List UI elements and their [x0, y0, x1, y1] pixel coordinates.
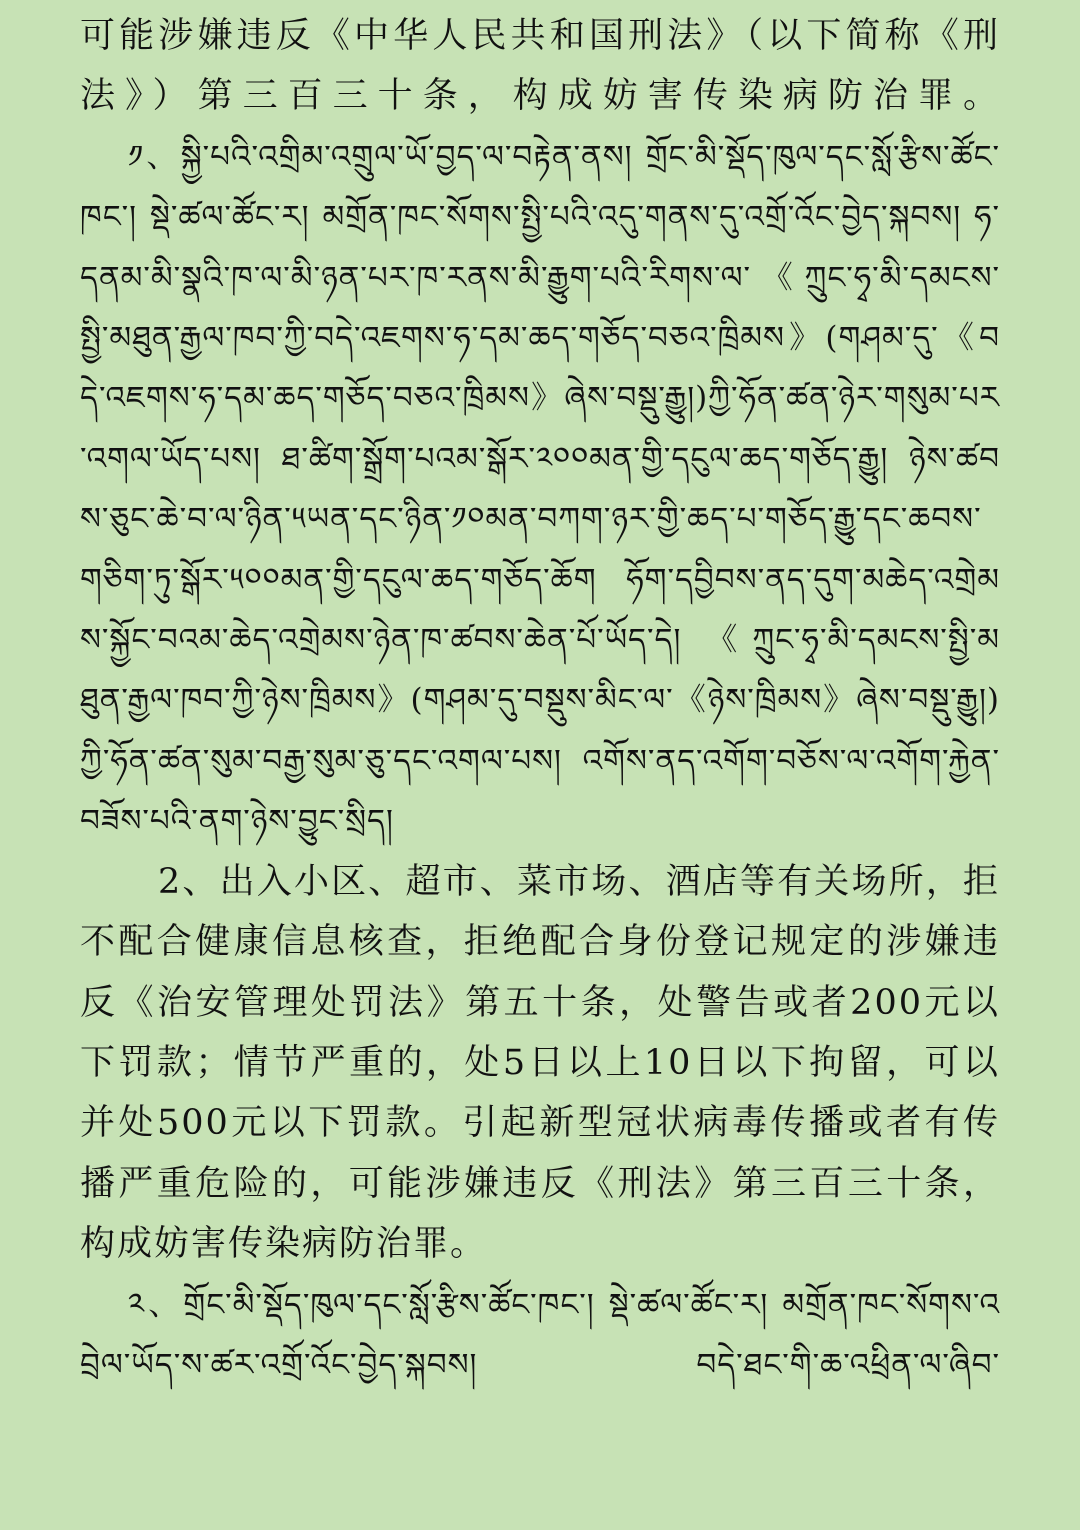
- chinese-paragraph-item-2: 2、出入小区、超市、菜市场、酒店等有关场所，拒不配合健康信息核查，拒绝配合身份登记规定的涉嫌违反《治安管理处罚法》第五十条，处警告或者200元以下罚款；情节严重的，处5日以上10日以下拘留，可以并处500元以下罚款。引起新型冠状病毒传播或者有传播严重危险的，可能涉嫌违反《刑法》第三百三十条，构成妨害传染病防治罪。: [80, 861, 1000, 1265]
- tibetan-paragraph-item-2: ༢、གྲོང་མི་སྡོད་ཁུལ་དང་སློ་རྩིས་ཚོང་ཁང་། སྡེ་ཚལ་ཚོང་ར། མགྲོན་ཁང་སོགས་འབྲེལ་ཡོད་ས་ཚར་འགྲོ་འོང་བྱེད་སྐབས། བདེ་ཐང་གི་ཆ་འཕྲིན་ལ་ཞིབ་: [80, 1286, 1000, 1383]
- tibetan-paragraph-item-1: ༡、སྐྱི་པའི་འགྲིམ་འགྲུལ་ཡོ་བྱད་ལ་བརྟེན་ནས། གྲོང་མི་སྡོད་ཁུལ་དང་སློ་རྩིས་ཚོང་ཁང་། སྡེ་ཚལ་ཚོང་ར། མགྲོན་ཁང་སོགས་སྤྱི་པའི་འདུ་གནས་དུ་འགྲོ་འོང་བྱེད་སྐབས། ཧ་དནམ་མི་སྣའི་ཁ་ལ་མི་ཉན་པར་ཁ་རནས་མི་རྒྱུག་པའི་རིགས་ལ་《ཀྲུང་ཧྭ་མི་དམངས་སྤྱི་མཐུན་རྒྱལ་ཁབ་ཀྱི་བདེ་འཇགས་ཧ་དམ་ཆད་གཅོད་བཅའ་ཁྲིམས》(གཤམ་དུ་《བདེ་འཇགས་ཧ་དམ་ཆད་གཅོད་བཅའ་ཁྲིམས》ཞེས་བསྡུ་རྒྱུ།)ཀྱི་ཧོན་ཚན་ཉེར་གསུམ་པར་འགལ་ཡོད་པས། ཐ་ཚིག་སྒྲོག་པའམ་སྒོར་༢༠༠མན་གྱི་དངུལ་ཆད་གཅོད་རྒྱུ། ཉེས་ཚབས་ཅུང་ཆེ་བ་ལ་ཉིན་༥ཡན་དང་ཉིན་༡༠མན་བཀག་ཉར་གྱི་ཆད་པ་གཅོད་རྒྱུ་དང་ཆབས་གཅིག་ཏུ་སྒོར་༥༠༠མན་གྱི་དངུལ་ཆད་གཅོད་ཆོག ཧོག་དབྱིབས་ནད་དུག་མཆེད་འགྲེམས་སྐྱོང་བའམ་ཆེད་འགྲེམས་ཉེན་ཁ་ཚབས་ཆེན་པོ་ཡོད་དེ། 《ཀྲུང་ཧྭ་མི་དམངས་སྤྱི་མཐུན་རྒྱལ་ཁབ་ཀྱི་ཉེས་ཁྲིམས》(གཤམ་དུ་བསྡུས་མིང་ལ་《ཉེས་ཁྲིམས》ཞེས་བསྡུ་རྒྱུ།)ཀྱི་ཧོན་ཚན་སུམ་བརྒྱ་སུམ་ཅུ་དང་འགལ་པས། འགོས་ནད་འགོག་བཅོས་ལ་འགོག་རྐྱེན་བཟོས་པའི་ནག་ཉེས་བྱུང་སྲིད།: [80, 138, 1000, 840]
- chinese-paragraph-continuation: 可能涉嫌违反《中华人民共和国刑法》（以下简称《刑法》）第三百三十条，构成妨害传染病防治罪。: [80, 16, 1000, 117]
